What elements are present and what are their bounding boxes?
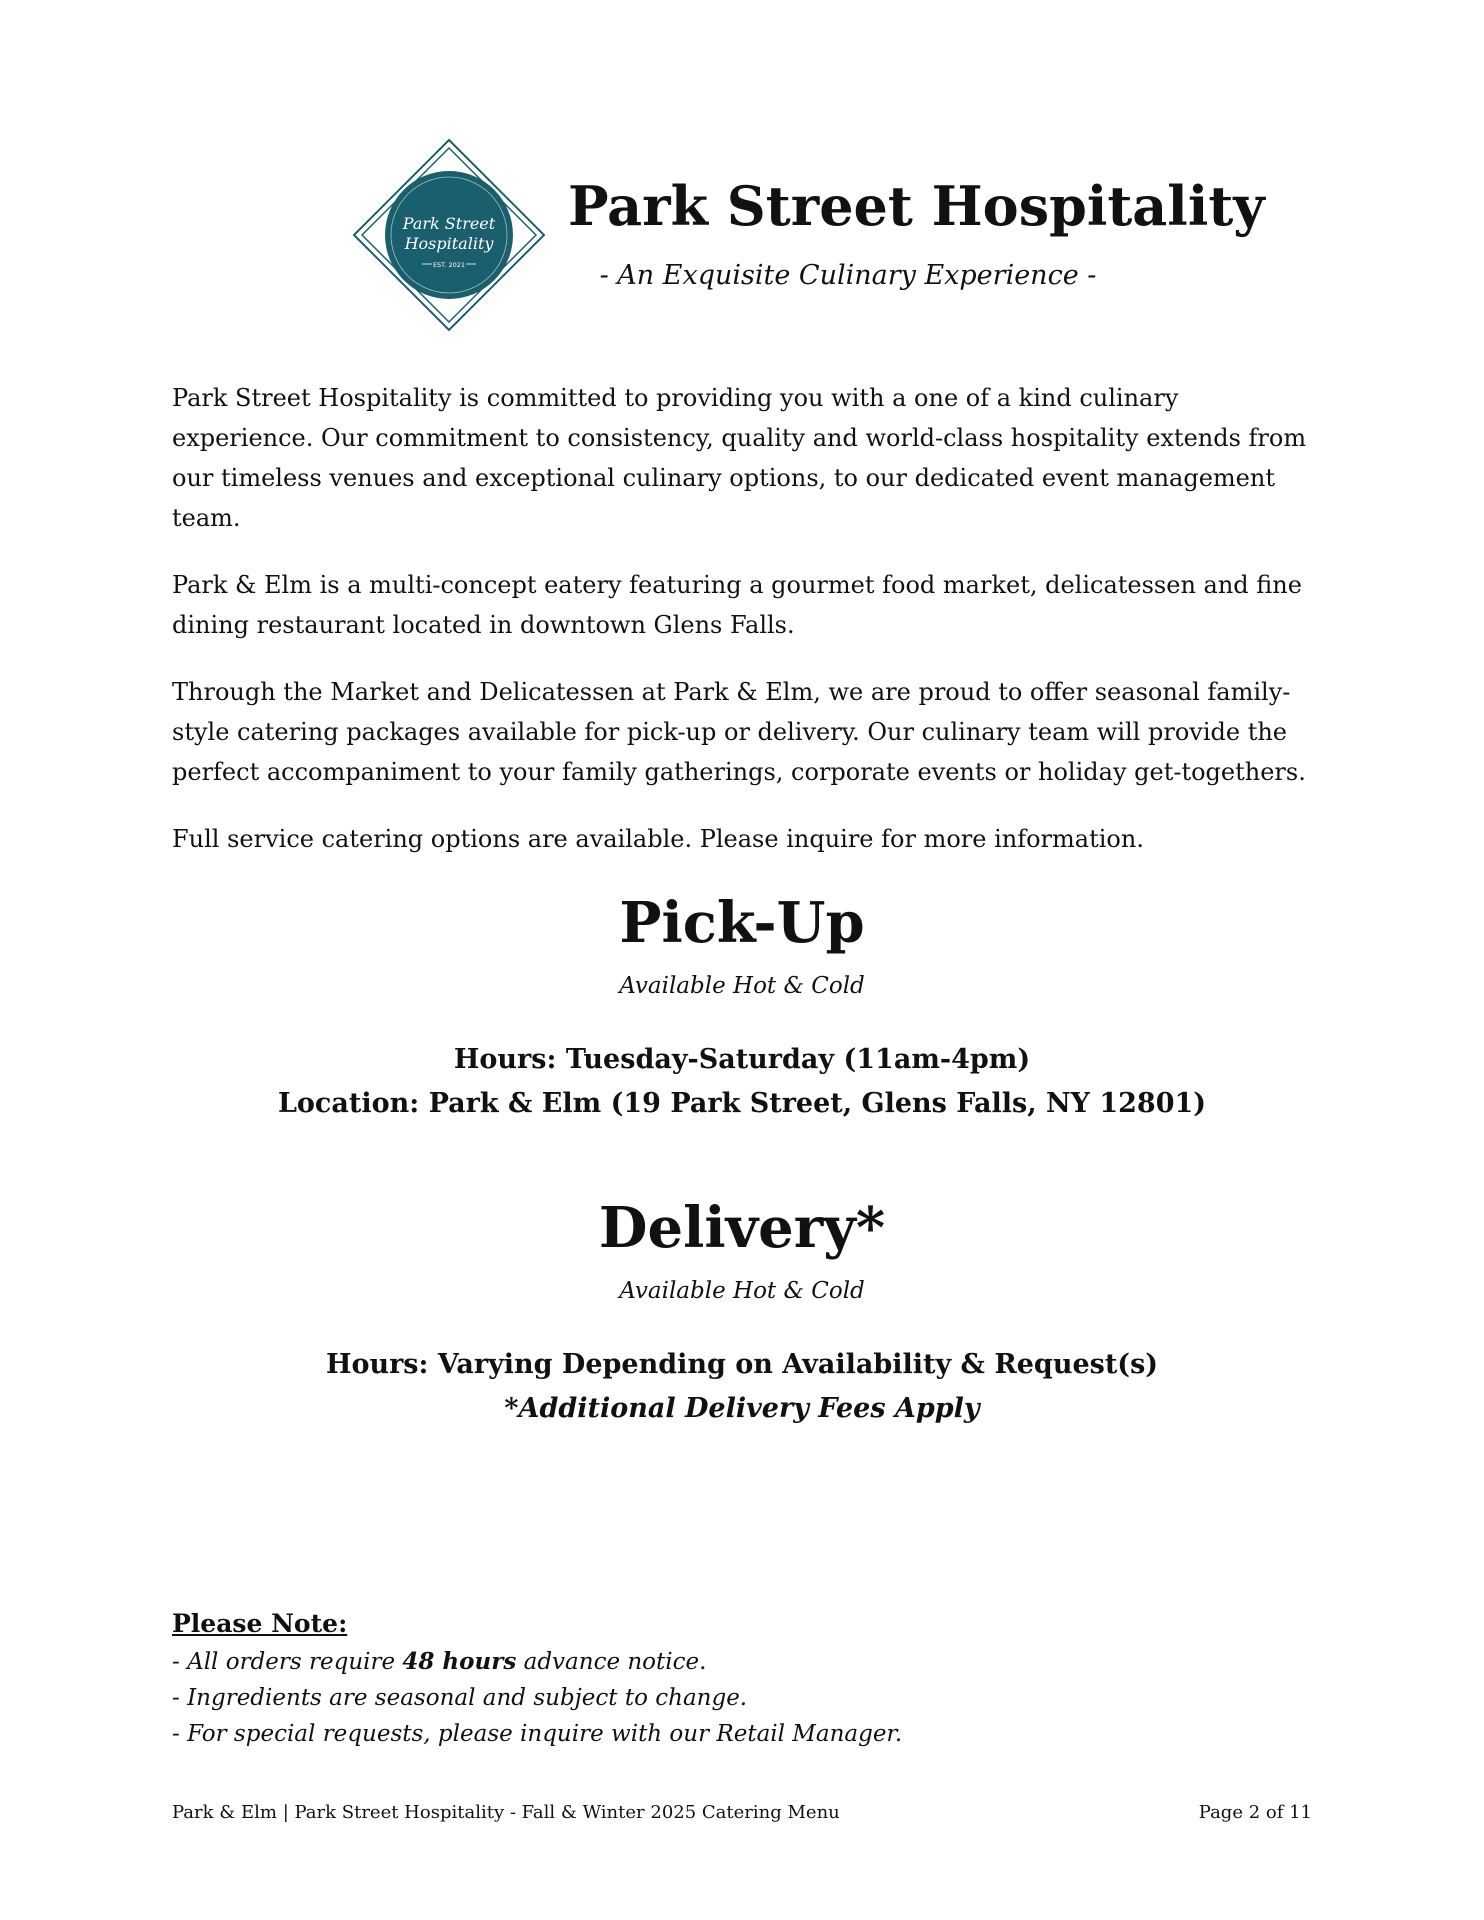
page-number: Page 2 of 11 (1198, 1802, 1312, 1823)
park-street-hospitality-logo-icon (352, 138, 546, 332)
footer-title: Park & Elm | Park Street Hospitality - Fall & Winter 2025 Catering Menu (172, 1802, 840, 1823)
delivery-title: Delivery* (598, 1195, 886, 1261)
note-line1-suffix: advance notice. (516, 1649, 707, 1675)
delivery-availability: Available Hot & Cold (619, 1278, 865, 1304)
delivery-section (0, 1193, 1484, 1431)
brand-title: Park Street Hospitality (568, 174, 1265, 238)
note-line1-bold: 48 hours (402, 1648, 517, 1675)
brand-tagline: - An Exquisite Culinary Experience - (599, 260, 1097, 291)
delivery-hours: Hours: Varying Depending on Availability & Request(s) (325, 1349, 1159, 1380)
intro-paragraph: Park Street Hospitality is committed to providing you with a one of a kind culinary experience. Our commitment to consistency, quality and world-class hospitality extends from our timeless venues and exceptional culinary options, to our dedicated event management team. (172, 384, 1307, 532)
note-line (172, 1644, 1272, 1680)
please-note (172, 1604, 1272, 1752)
pickup-hours: Hours: Tuesday-Saturday (11am-4pm) (453, 1044, 1031, 1075)
note-line: - For special requests, please inquire with our Retail Manager. (172, 1721, 903, 1747)
logo-line2: Hospitality (404, 234, 494, 253)
pickup-section (0, 888, 1484, 1126)
logo-est: EST. 2021 (432, 261, 466, 269)
intro-paragraph: Full service catering options are available. Please inquire for more information. (172, 825, 1144, 853)
intro-paragraph: Park & Elm is a multi-concept eatery featuring a gourmet food market, delicatessen and fine dining restaurant located in downtown Glens Falls. (172, 571, 1302, 639)
note-line1-prefix: - All orders require (172, 1649, 403, 1675)
page-footer (172, 1798, 1312, 1828)
pickup-info (0, 1038, 1484, 1126)
pickup-availability: Available Hot & Cold (619, 973, 865, 999)
intro-section (172, 378, 1317, 886)
logo-line1: Park Street (402, 214, 496, 233)
note-line: - Ingredients are seasonal and subject to change. (172, 1685, 748, 1711)
pickup-location: Location: Park & Elm (19 Park Street, Glens Falls, NY 12801) (277, 1088, 1207, 1119)
note-title: Please Note: (172, 1609, 348, 1638)
pickup-title: Pick-Up (619, 890, 865, 956)
intro-paragraph: Through the Market and Delicatessen at Park & Elm, we are proud to offer seasonal family-style catering packages available for pick-up or delivery. Our culinary team will provide the perfect accompaniment to your family gatherings, corporate events or holiday get-togethers. (172, 678, 1306, 786)
delivery-fees: *Additional Delivery Fees Apply (504, 1393, 980, 1424)
document-header (352, 138, 1265, 338)
